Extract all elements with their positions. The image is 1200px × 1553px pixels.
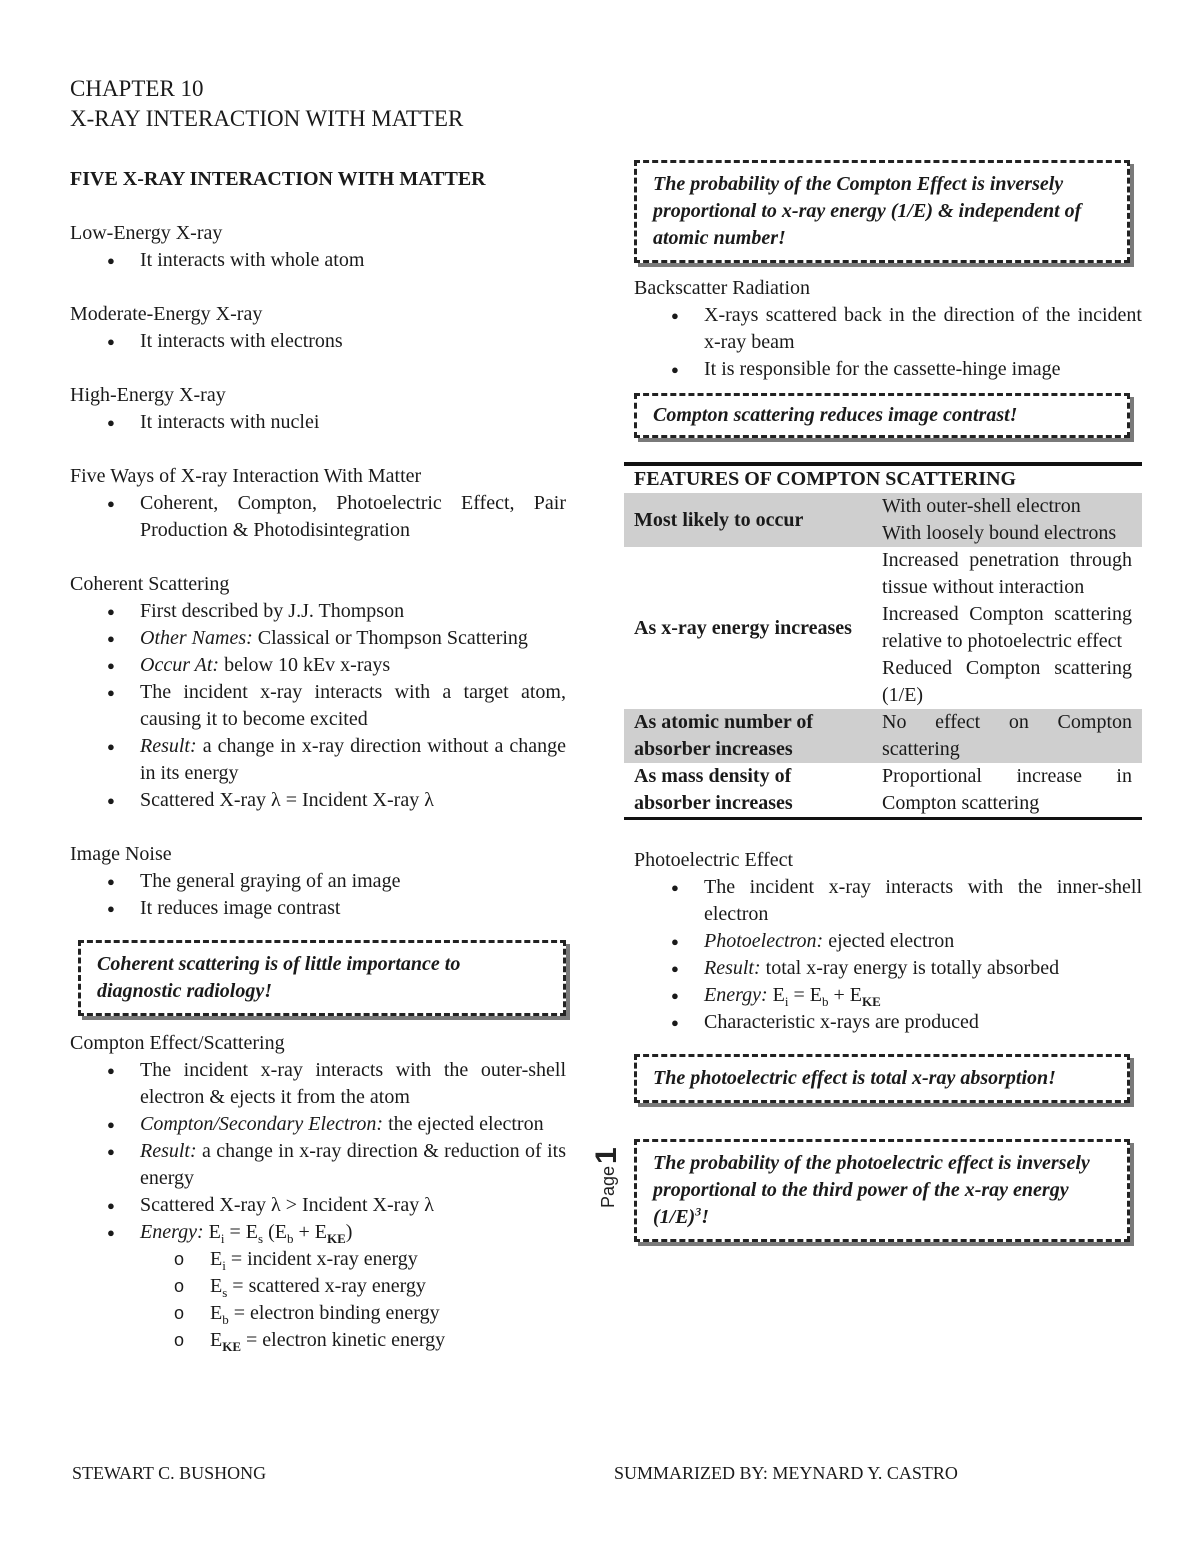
table-key: As atomic number of absorber increases bbox=[624, 709, 872, 763]
list-item-text: a change in x-ray direction without a change in its energy bbox=[140, 735, 566, 784]
moderate-energy-title: Moderate-Energy X-ray bbox=[70, 303, 263, 325]
list-item: ● Scattered X-ray λ = Incident X-ray λ bbox=[140, 787, 566, 814]
sub-list-item: o $E_s$ = scattered x-ray energy bbox=[210, 1273, 566, 1300]
photoelectric-title: Photoelectric Effect bbox=[634, 849, 794, 871]
list-item: ● It interacts with nuclei bbox=[140, 409, 566, 436]
list-item: ● It reduces image contrast bbox=[140, 895, 566, 922]
list-item bbox=[140, 733, 566, 787]
callout-box-contrast: Compton scattering reduces image contrast! bbox=[634, 393, 1130, 438]
list-item-text: total x-ray energy is totally absorbed bbox=[760, 957, 1060, 979]
image-noise-section bbox=[70, 841, 566, 922]
list-item-text: ejected electron bbox=[823, 930, 955, 952]
table-key: As mass density of absorber increases bbox=[624, 763, 872, 819]
sub-list-item: o $E_{KE}$ = electron kinetic energy bbox=[210, 1327, 566, 1354]
list-item: ● First described by J.J. Thompson bbox=[140, 598, 566, 625]
left-column bbox=[70, 166, 566, 1354]
list-item-label: Photoelectron: bbox=[704, 930, 824, 952]
compton-section bbox=[70, 1030, 566, 1354]
sub-list-item: o $E_i$ = incident x-ray energy bbox=[210, 1246, 566, 1273]
list-item-label: Other Names: bbox=[140, 627, 253, 649]
list-item-label: Energy: bbox=[704, 984, 768, 1006]
list-item bbox=[140, 652, 566, 679]
list-item: ● It interacts with whole atom bbox=[140, 247, 566, 274]
chapter-header bbox=[70, 74, 463, 134]
moderate-energy-section bbox=[70, 301, 566, 355]
list-item bbox=[140, 1111, 566, 1138]
compton-title: Compton Effect/Scattering bbox=[70, 1032, 285, 1054]
table-row bbox=[624, 709, 1142, 763]
list-item bbox=[704, 928, 1142, 955]
list-item: ● Characteristic x-rays are produced bbox=[704, 1009, 1142, 1036]
table-row bbox=[624, 763, 1142, 819]
page-number-marker bbox=[592, 1140, 622, 1220]
list-item-label: Compton/Secondary Electron: bbox=[140, 1113, 384, 1135]
backscatter-section bbox=[634, 275, 1142, 383]
list-item bbox=[704, 955, 1142, 982]
energy-formula-compton: ● Energy: $E_i = E_s$ $(E_b + E_{KE})$ bbox=[140, 1219, 566, 1246]
backscatter-title: Backscatter Radiation bbox=[634, 277, 811, 299]
coherent-title: Coherent Scattering bbox=[70, 573, 230, 595]
photoelectric-section bbox=[634, 847, 1142, 1036]
table-header: FEATURES OF COMPTON SCATTERING bbox=[624, 464, 1142, 493]
list-item: ● It is responsible for the cassette-hinge image bbox=[704, 356, 1142, 383]
list-item-text: the ejected electron bbox=[383, 1113, 544, 1135]
high-energy-title: High-Energy X-ray bbox=[70, 384, 226, 406]
energy-formula-photoelectric: ● Energy: $E_i = E_b + E_{KE}$ bbox=[704, 982, 1142, 1009]
callout-box-compton-probability: The probability of the Compton Effect is inversely proportional to x-ray energy (1/E) & independent of atomic number! bbox=[634, 160, 1130, 263]
list-item: ● The incident x-ray interacts with the outer-shell electron & ejects it from the atom bbox=[140, 1057, 566, 1111]
five-ways-title: Five Ways of X-ray Interaction With Matter bbox=[70, 465, 422, 487]
five-ways-section bbox=[70, 463, 566, 544]
sub-list-item: o $E_b$ = electron binding energy bbox=[210, 1300, 566, 1327]
callout-box-photoelectric-probability: The probability of the photoelectric effect is inversely proportional to the third power of the x-ray energy $(1/E)^3$! bbox=[634, 1139, 1130, 1242]
list-item: ● The incident x-ray interacts with the inner-shell electron bbox=[704, 874, 1142, 928]
list-item bbox=[140, 625, 566, 652]
image-noise-title: Image Noise bbox=[70, 843, 172, 865]
list-item-label: Result: bbox=[140, 735, 197, 757]
page-number: 1 bbox=[592, 1147, 622, 1164]
table-key: Most likely to occur bbox=[624, 493, 872, 547]
footer-summarizer: SUMMARIZED BY: MEYNARD Y. CASTRO bbox=[614, 1463, 958, 1483]
chapter-number: CHAPTER 10 bbox=[70, 76, 204, 101]
footer-author: STEWART C. BUSHONG bbox=[72, 1463, 267, 1483]
list-item-text: Classical or Thompson Scattering bbox=[252, 627, 528, 649]
list-item: ● Scattered X-ray λ > Incident X-ray λ bbox=[140, 1192, 566, 1219]
page-label: Page bbox=[598, 1165, 618, 1208]
list-item-label: Result: bbox=[704, 957, 761, 979]
list-item-label: Occur At: bbox=[140, 654, 220, 676]
compton-features-table bbox=[624, 462, 1142, 820]
list-item: ● The general graying of an image bbox=[140, 868, 566, 895]
list-item-text: below 10 kEv x-rays bbox=[219, 654, 391, 676]
five-interactions-heading: FIVE X-RAY INTERACTION WITH MATTER bbox=[70, 168, 486, 190]
low-energy-title: Low-Energy X-ray bbox=[70, 222, 223, 244]
list-item: ● X-rays scattered back in the direction of the incident x-ray beam bbox=[704, 302, 1142, 356]
list-item bbox=[140, 1138, 566, 1192]
table-key: As x-ray energy increases bbox=[634, 616, 852, 639]
table-row bbox=[624, 547, 1142, 709]
chapter-title: X-RAY INTERACTION WITH MATTER bbox=[70, 106, 464, 131]
list-item: ● The incident x-ray interacts with a target atom, causing it to become excited bbox=[140, 679, 566, 733]
right-column bbox=[634, 160, 1142, 1242]
callout-box-coherent: Coherent scattering is of little importance to diagnostic radiology! bbox=[78, 940, 566, 1016]
page-number-svg bbox=[592, 1140, 622, 1220]
callout-box-photoelectric-total: The photoelectric effect is total x-ray absorption! bbox=[634, 1054, 1130, 1103]
list-item-text: a change in x-ray direction & reduction of its energy bbox=[140, 1140, 566, 1189]
table-value: With outer-shell electron With loosely bound electrons bbox=[872, 493, 1142, 547]
low-energy-section bbox=[70, 220, 566, 274]
list-item: ● Coherent, Compton, Photoelectric Effect, Pair Production & Photodisintegration bbox=[140, 490, 566, 544]
table-value: No effect on Compton scattering bbox=[872, 709, 1142, 763]
table-value: Proportional increase in Compton scattering bbox=[872, 763, 1142, 819]
list-item: ● It interacts with electrons bbox=[140, 328, 566, 355]
list-item-label: Result: bbox=[140, 1140, 197, 1162]
table-row bbox=[624, 493, 1142, 547]
coherent-section bbox=[70, 571, 566, 814]
list-item-label: Energy: bbox=[140, 1221, 204, 1243]
high-energy-section bbox=[70, 382, 566, 436]
table-value: Increased penetration through tissue without interaction Increased Compton scattering relative to photoelectric effect Reduced Compton scattering (1/E) bbox=[882, 549, 1132, 706]
